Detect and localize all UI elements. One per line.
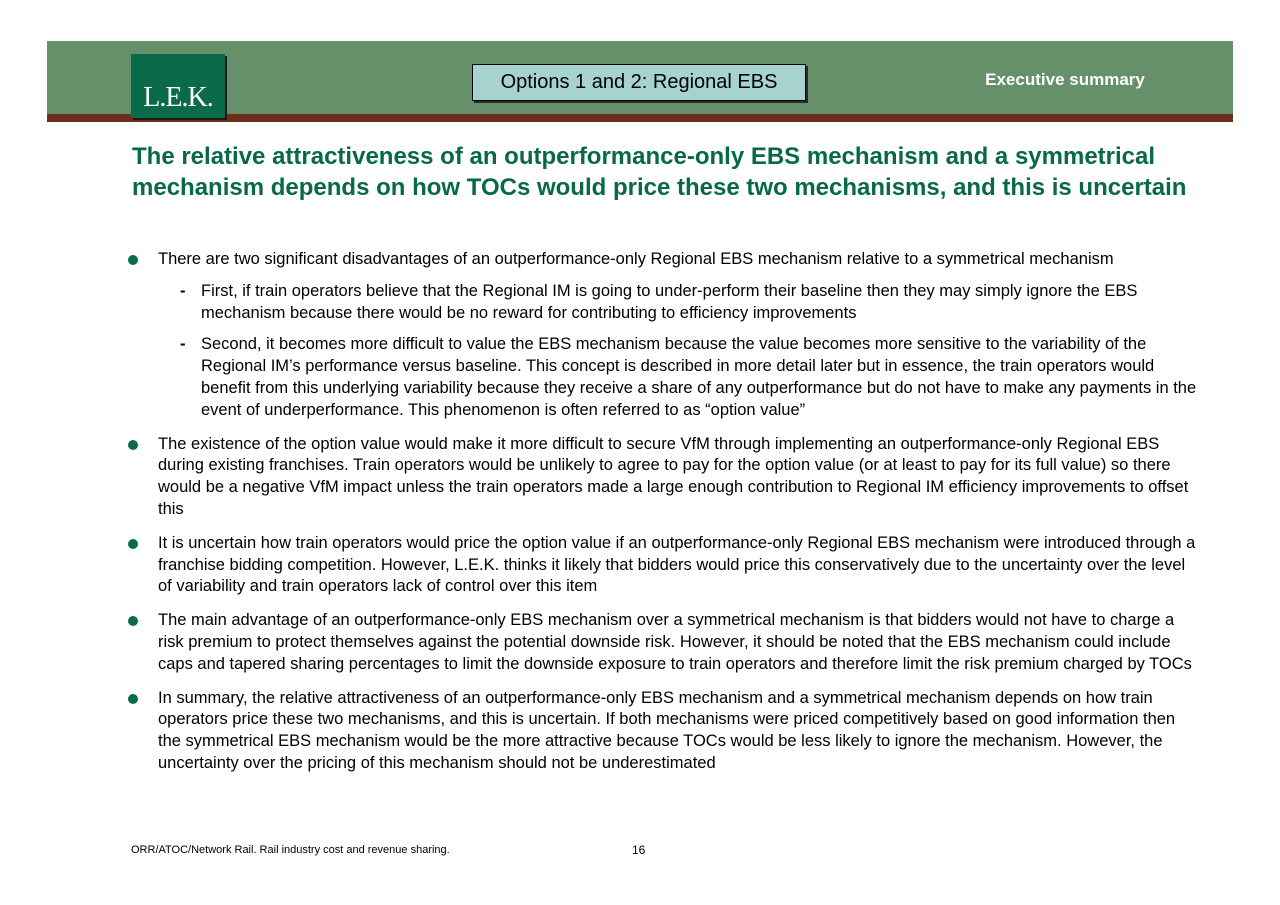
bullet-dot-icon xyxy=(128,255,138,265)
footer-source: ORR/ATOC/Network Rail. Rail industry cost and revenue sharing. xyxy=(131,844,450,856)
bullet-item xyxy=(122,688,1202,775)
section-label: Executive summary xyxy=(985,70,1145,89)
sub-bullet-text: Second, it becomes more difficult to value the EBS mechanism because the value becomes more sensitive to the variability of the Regional IM’s performance versus baseline. This concept is described in more detail later but in essence, the train operators would benefit from this underlying variability because they receive a share of any outperformance but do not have to make any payments in the event of underperformance. This phenomenon is often referred to as “option value” xyxy=(201,335,1197,419)
bullet-text: The main advantage of an outperformance-only EBS mechanism over a symmetrical mechanism is that bidders would not have to charge a risk premium to protect themselves against the potential downside risk. However, it should be noted that the EBS mechanism could include caps and tapered sharing percentages to limit the downside exposure to train operators and therefore limit the risk premium charged by TOCs xyxy=(158,611,1192,673)
bullet-dot-icon xyxy=(128,694,138,704)
sub-bullet-list xyxy=(158,281,1202,422)
page-title: The relative attractiveness of an outperformance-only EBS mechanism and a symmetrical mechanism depends on how TOCs would price these two mechanisms, and this is uncertain xyxy=(132,143,1187,201)
bullet-item xyxy=(122,434,1202,521)
bullet-text: It is uncertain how train operators would price the option value if an outperformance-only Regional EBS mechanism were introduced through a franchise bidding competition. However, L.E.K. thinks it likely that bidders would price this conservatively due to the uncertainty over the level of variability and train operators lack of control over this item xyxy=(158,533,1196,596)
dash-icon: - xyxy=(180,335,186,354)
dash-icon: - xyxy=(180,281,186,300)
bullet-text: There are two significant disadvantages of an outperformance-only Regional EBS mechanism relative to a symmetrical mechanism xyxy=(158,250,1114,268)
bullet-text: In summary, the relative attractiveness of an outperformance-only EBS mechanism and a symmetrical mechanism depends on how train operators price these two mechanisms, and this is uncertain. If both mechanisms were priced competitively based on good information then the symmetrical EBS mechanism would be the more attractive because TOCs would be less likely to ignore the mechanism. However, the uncertainty over the pricing of this mechanism should not be underestimated xyxy=(158,688,1176,772)
slide-tag: Options 1 and 2: Regional EBS xyxy=(472,64,806,101)
lek-logo xyxy=(131,54,225,118)
bullet-item xyxy=(122,533,1202,598)
logo-text: L.E.K. xyxy=(143,82,213,113)
sub-bullet-text: First, if train operators believe that the Regional IM is going to under-perform their baseline then they may simply ignore the EBS mechanism because there would be no reward for contributing to efficiency improvements xyxy=(201,281,1138,322)
page-number: 16 xyxy=(632,843,646,857)
sub-bullet-item xyxy=(158,281,1202,325)
sub-bullet-item xyxy=(158,334,1202,421)
bullet-dot-icon xyxy=(128,539,138,549)
bullet-list xyxy=(122,249,1202,787)
bullet-dot-icon xyxy=(128,440,138,450)
bullet-item xyxy=(122,610,1202,675)
bullet-text: The existence of the option value would make it more difficult to secure VfM through implementing an outperformance-only Regional EBS during existing franchises. Train operators would be unlikely to agree to pay for the option value (or at least to pay for its full value) so there would be a negative VfM impact unless the train operators made a large enough contribution to Regional IM efficiency improvements to offset this xyxy=(158,434,1189,518)
bullet-dot-icon xyxy=(128,616,138,626)
bullet-item xyxy=(122,249,1202,422)
